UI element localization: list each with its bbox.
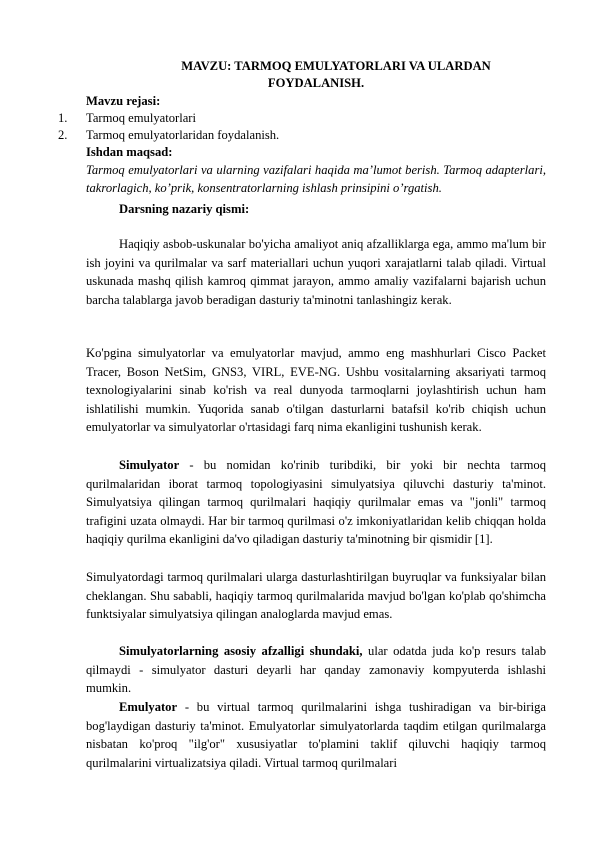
goal-heading: Ishdan maqsad: xyxy=(86,145,173,159)
paragraph-4: Simulyatordagi tarmoq qurilmalari ularga dasturlashtirilgan buyruqlar va funksiyalar bilan cheklangan. Shu sababli, haqiqiy tarmoq qurilmalarida mavjud bo'lgan ko'plab qo'shimcha funktsiyalar simulyatsiya qilingan analoglarda mavjud emas. xyxy=(86,570,546,622)
paragraph-6-text: - bu virtual tarmoq qurilmalarini ishga tushiradigan va bir-biriga bog'laydigan dasturiy ta'minot. Emulyatorlar simulyatorlarda taqdim etilgan qurilmalarga nisbatan ko'proq "ilg'or" xususiyatlar to'plamini taklif qiluvchi haqiqiy tarmoq qurilmalarini virtualizatsiya qiladi. Virtual tarmoq qurilmalari xyxy=(86,700,546,770)
paragraph-1: Haqiqiy asbob-uskunalar bo'yicha amaliyot aniq afzalliklarga ega, ammo ma'lum bir ish joyini va qurilmalar va sarf materiallari uchun yuqori xarajatlarni talab qiladi. Virtual uskunada mashq qilish kamroq qimmat jarayon, ammo amaliy vazifalarni bajarish uchun barcha talablarga javob beradigan dasturiy ta'minotni tanlashingiz kerak. xyxy=(86,237,546,307)
term-emulyator: Emulyator xyxy=(119,700,178,714)
paragraph-3-text: - bu nomidan ko'rinib turibdiki, bir yoki bir nechta tarmoq qurilmalaridan iborat tarmoq topologiyasini simulyatsiya qiluvchi dasturiy ta'minot. Simulyatsiya qilingan tarmoq qurilmalari haqiqiy qurilmalar emas va "jonli" tarmoq trafigini uzata olmaydi. Har bir tarmoq qurilmasi o'z imkoniyatlaridan kelib chiqqan holda haqiqiy qurilma ekanligini da'vo qiladigan dasturiy ta'minotning bir qismidir [1]. xyxy=(86,458,546,547)
paragraph-2: Ko'pgina simulyatorlar va emulyatorlar mavjud, ammo eng mashhurlari Cisco Packet Tracer, Boson NetSim, GNS3, VIRL, EVE-NG. Ushbu vositalarning aksariyati tarmoq texnologiyalarini sinab ko'rish va real dunyoda tarmoqlarni joylashtirish uchun ham ishlatilishi mumkin. Yuqorida sanab o'tilgan dasturlarni batafsil ko'rib chiqish uchun emulyatorlar va simulyatorlar o'rtasidagi farq nima ekanligini tushunish kerak. xyxy=(86,346,546,435)
title-line-2: FOYDALANISH. xyxy=(267,76,365,90)
page-title xyxy=(86,58,546,92)
term-simulyator: Simulyator xyxy=(119,458,180,472)
paragraph-3 xyxy=(86,456,546,549)
plan-heading: Mavzu rejasi: xyxy=(86,94,161,108)
paragraph-5-text: ular odatda juda ko'p resurs talab qilmaydi - simulyator dasturi deyarli har qanday zamonaviy kompyuterda ishlashi mumkin. xyxy=(86,644,546,696)
plan-item-2-number: 2. xyxy=(58,128,68,142)
theory-heading: Darsning nazariy qismi: xyxy=(119,202,250,216)
title-line-1: MAVZU: TARMOQ EMULYATORLARI VA ULARDAN xyxy=(181,59,491,73)
term-advantage: Simulyatorlarning asosiy afzalligi shundaki, xyxy=(119,644,363,658)
plan-item-1-number: 1. xyxy=(58,111,68,125)
plan-item-1: Tarmoq emulyatorlari xyxy=(86,111,196,125)
paragraph-5 xyxy=(86,642,546,698)
plan-item-2: Tarmoq emulyatorlaridan foydalanish. xyxy=(86,128,280,142)
paragraph-6 xyxy=(86,698,546,772)
goal-text: Tarmoq emulyatorlari va ularning vazifalari haqida ma’lumot berish. Tarmoq adapterlari, takrorlagich, ko’prik, konsentratorlarning ishlash prinsipini o’rgatish. xyxy=(86,163,546,195)
